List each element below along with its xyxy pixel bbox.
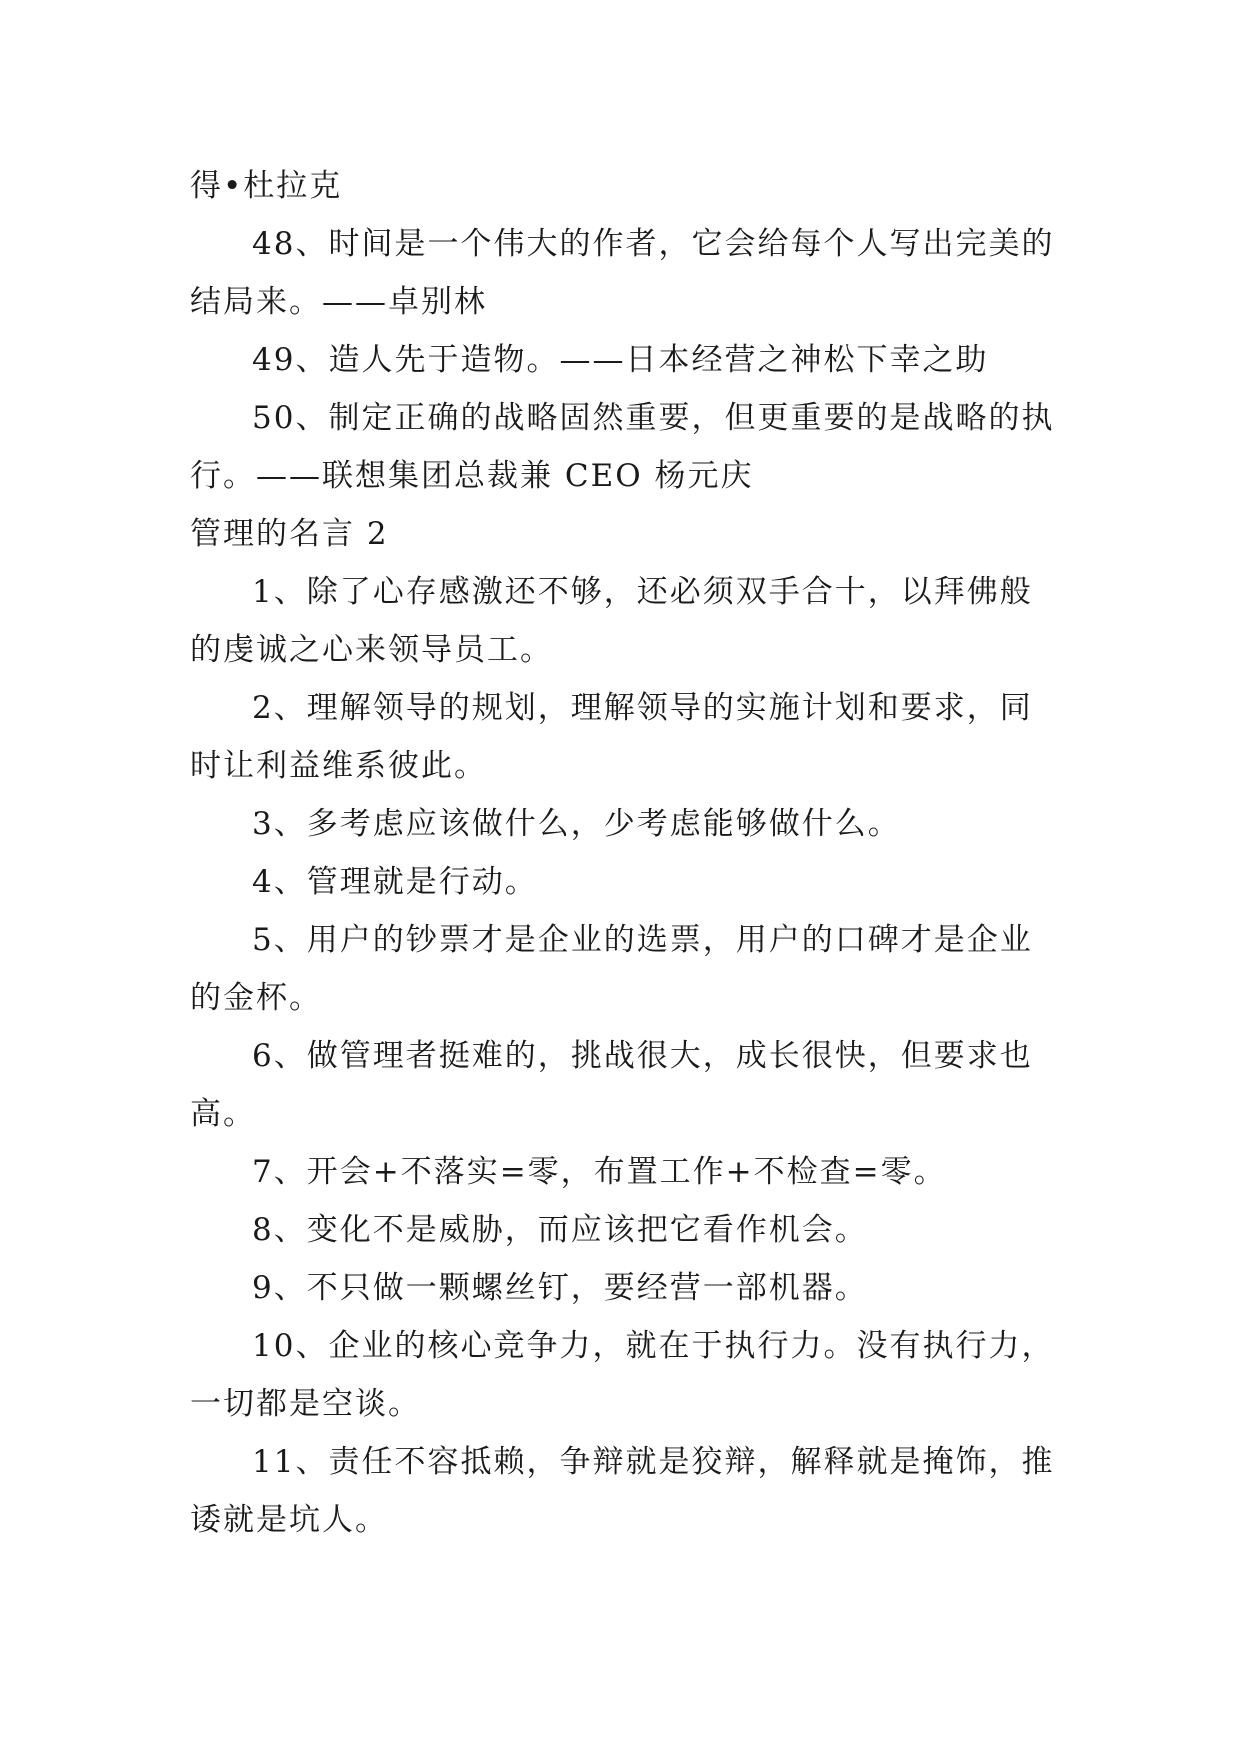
list-item: 3、多考虑应该做什么，少考虑能够做什么。 (252, 806, 901, 842)
list-item: 的金杯。 (190, 980, 322, 1016)
list-item: 8、变化不是威胁，而应该把它看作机会。 (252, 1212, 868, 1248)
list-item: 时让利益维系彼此。 (190, 748, 487, 784)
text-line: 结局来。——卓别林 (190, 284, 487, 320)
list-item: 高。 (190, 1096, 256, 1132)
list-item: 9、不只做一颗螺丝钉，要经营一部机器。 (252, 1270, 868, 1306)
section-title: 管理的名言 2 (190, 516, 389, 552)
list-item: 7、开会+不落实=零，布置工作+不检查=零。 (252, 1154, 947, 1190)
list-item: 10、企业的核心竞争力，就在于执行力。没有执行力， (252, 1328, 1055, 1364)
list-item: 诿就是坑人。 (190, 1502, 388, 1538)
list-item: 4、管理就是行动。 (252, 864, 538, 900)
list-item: 1、除了心存感激还不够，还必须双手合十，以拜佛般 (252, 574, 1033, 610)
text-line: 48、时间是一个伟大的作者，它会给每个人写出完美的 (252, 226, 1055, 262)
text-line: 行。——联想集团总裁兼 CEO 杨元庆 (190, 458, 754, 494)
list-item: 的虔诚之心来领导员工。 (190, 632, 553, 668)
list-item: 6、做管理者挺难的，挑战很大，成长很快，但要求也 (252, 1038, 1033, 1074)
list-item: 11、责任不容抵赖，争辩就是狡辩，解释就是掩饰，推 (252, 1444, 1055, 1480)
list-item: 一切都是空谈。 (190, 1386, 421, 1422)
list-item: 2、理解领导的规划，理解领导的实施计划和要求，同 (252, 690, 1033, 726)
text-line: 50、制定正确的战略固然重要，但更重要的是战略的执 (252, 400, 1055, 436)
list-item: 5、用户的钞票才是企业的选票，用户的口碑才是企业 (252, 922, 1033, 958)
document-page (190, 157, 1055, 1549)
text-line: 得•杜拉克 (190, 168, 343, 204)
text-line: 49、造人先于造物。——日本经营之神松下幸之助 (252, 342, 989, 378)
